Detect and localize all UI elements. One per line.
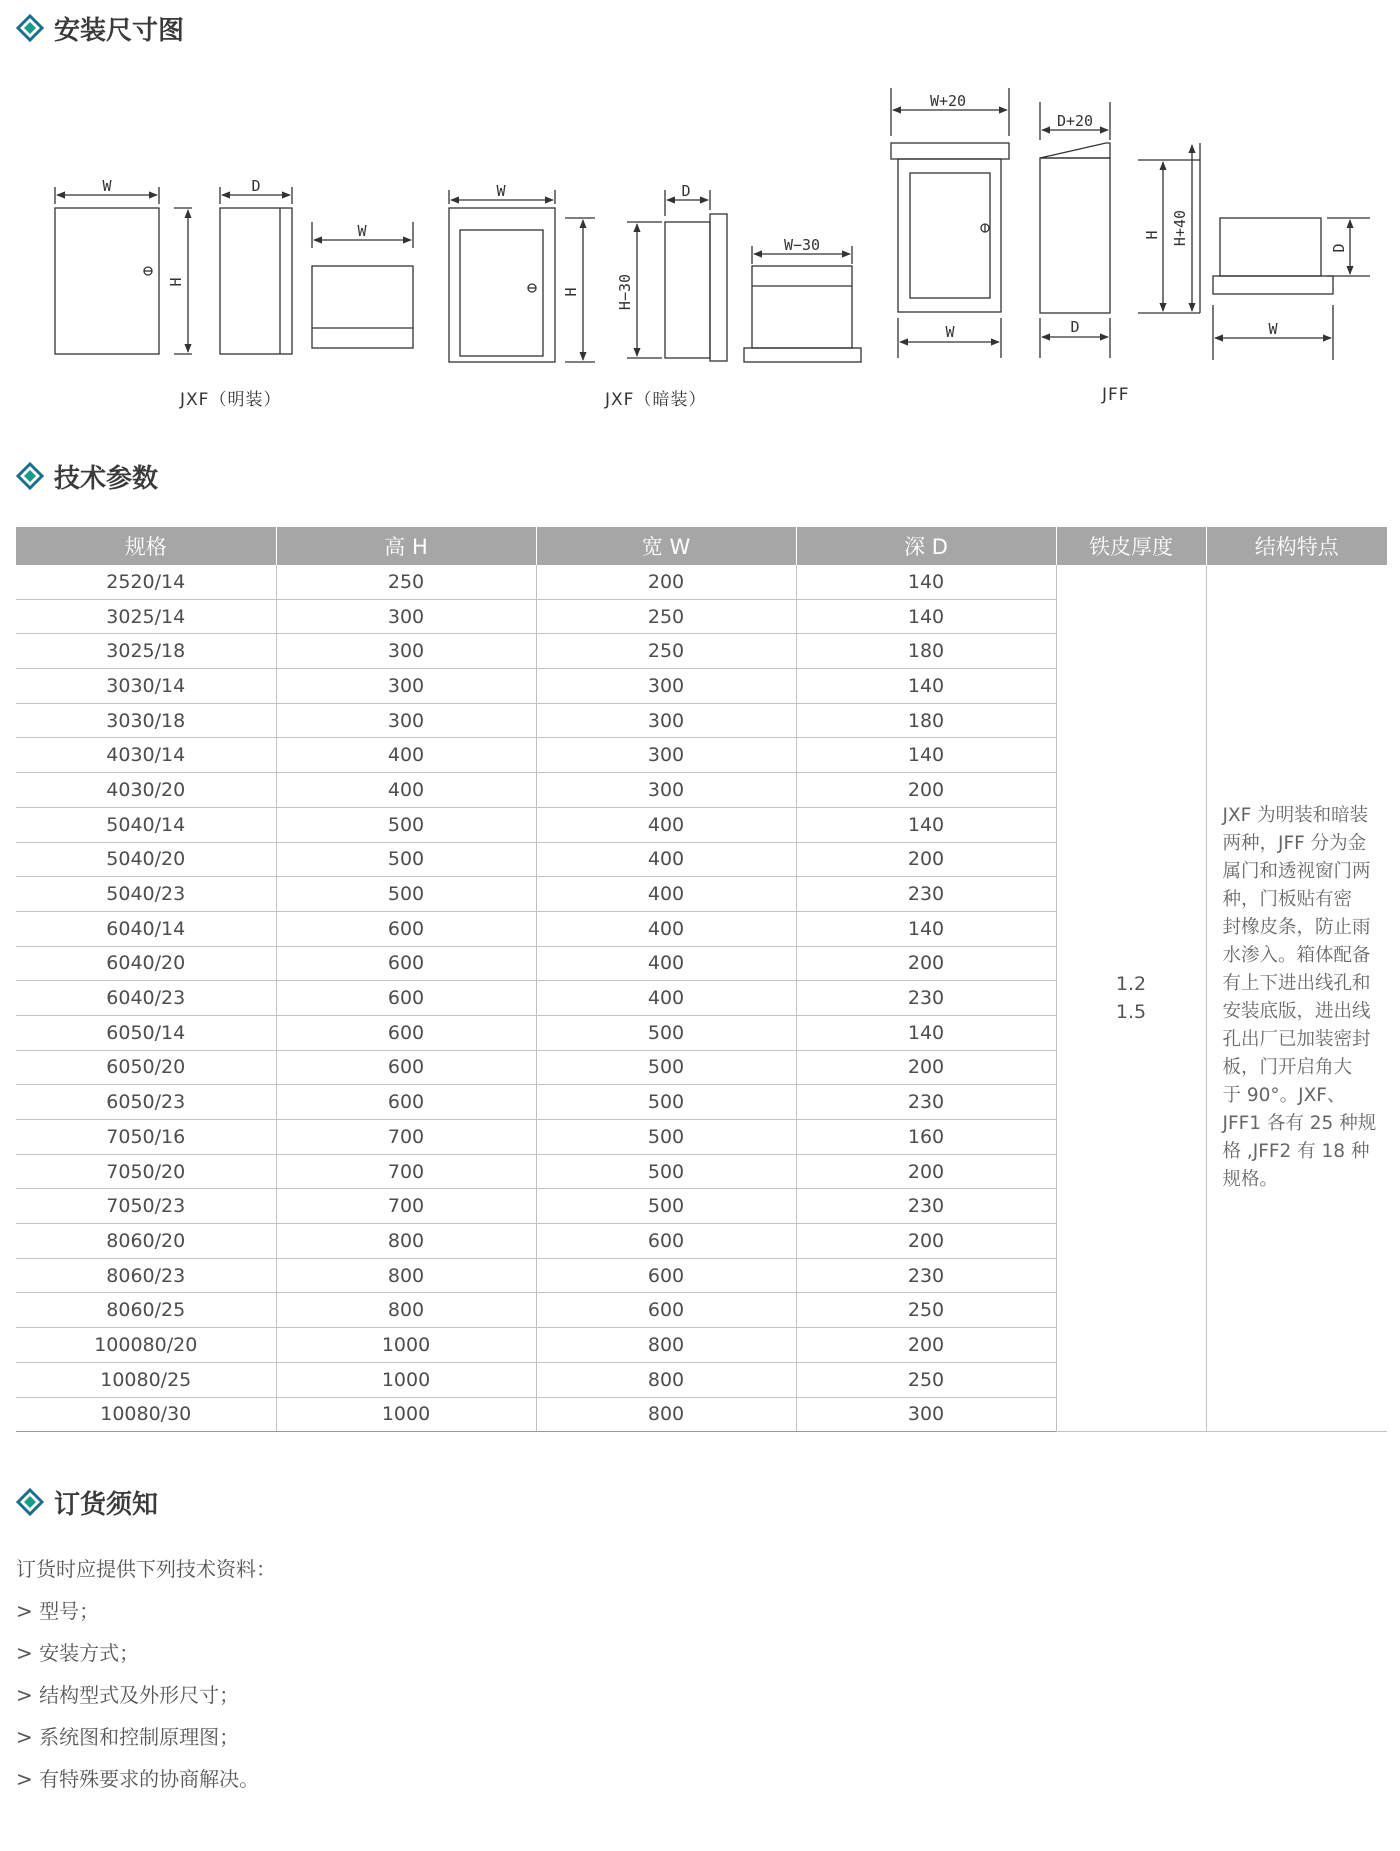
cell-width: 300	[536, 703, 796, 738]
cell-spec: 3025/18	[16, 634, 276, 669]
order-item: > 系统图和控制原理图；	[16, 1725, 240, 1749]
dim-label-w-20: W+20	[929, 92, 967, 110]
cell-depth: 200	[796, 1050, 1056, 1085]
feature-line: JFF1 各有 25 种规	[1222, 1113, 1377, 1135]
cell-depth: 230	[796, 1258, 1056, 1293]
dim-label-w: W	[496, 182, 506, 200]
dim-label-d: D	[1330, 243, 1348, 253]
table-row	[16, 565, 1387, 599]
cell-depth: 200	[796, 1328, 1056, 1363]
cell-width: 400	[536, 946, 796, 981]
cell-depth: 230	[796, 1085, 1056, 1120]
cell-depth: 140	[796, 807, 1056, 842]
cell-height: 500	[276, 842, 536, 877]
jxf-surface-side-view	[220, 187, 292, 354]
cell-width: 400	[536, 981, 796, 1016]
dim-label-d: D	[251, 177, 261, 195]
cell-depth: 230	[796, 981, 1056, 1016]
caption-jxf-surface: JXF（明装）	[180, 390, 282, 410]
cell-width: 200	[536, 565, 796, 599]
cell-height: 1000	[276, 1328, 536, 1363]
dim-label-w: W	[102, 177, 112, 195]
cell-height: 300	[276, 669, 536, 704]
cell-height: 800	[276, 1293, 536, 1328]
spec-table	[16, 527, 1387, 1432]
feature-line: 种，门板贴有密	[1222, 889, 1353, 911]
cell-height: 700	[276, 1154, 536, 1189]
cell-width: 400	[536, 877, 796, 912]
cell-spec: 8060/25	[16, 1293, 276, 1328]
cell-width: 500	[536, 1154, 796, 1189]
cell-depth: 200	[796, 946, 1056, 981]
cell-spec: 3030/14	[16, 669, 276, 704]
cell-width: 500	[536, 1085, 796, 1120]
dim-label-h-30: H−30	[616, 273, 634, 311]
feature-line: 封橡皮条，防止雨	[1222, 917, 1371, 939]
cell-height: 600	[276, 981, 536, 1016]
feature-line: 孔出厂已加装密封	[1222, 1029, 1371, 1051]
cell-depth: 140	[796, 1015, 1056, 1050]
col-header-depth: 深 D	[796, 527, 1056, 565]
section-title-tech: 技术参数	[16, 458, 158, 494]
dim-label-d: D	[1070, 318, 1080, 336]
col-header-thickness: 铁皮厚度	[1056, 527, 1206, 565]
cell-height: 300	[276, 599, 536, 634]
cell-depth: 200	[796, 773, 1056, 808]
cell-height: 700	[276, 1189, 536, 1224]
jff-front-view	[891, 88, 1009, 358]
dim-label-w-30: W−30	[783, 236, 821, 254]
diamond-bullet-icon	[16, 14, 44, 42]
dim-label-h: H	[562, 287, 580, 297]
cell-height: 300	[276, 634, 536, 669]
order-intro: 订货时应提供下列技术资料：	[16, 1557, 276, 1581]
cell-height: 500	[276, 877, 536, 912]
col-header-width: 宽 W	[536, 527, 796, 565]
cell-width: 500	[536, 1050, 796, 1085]
cell-width: 500	[536, 1120, 796, 1155]
col-header-features: 结构特点	[1206, 527, 1387, 565]
order-item: > 型号；	[16, 1599, 100, 1623]
feature-line: 格 ,JFF2 有 18 种	[1222, 1141, 1370, 1163]
cell-depth: 140	[796, 599, 1056, 634]
cell-spec: 10080/30	[16, 1397, 276, 1432]
cell-depth: 180	[796, 703, 1056, 738]
cell-width: 600	[536, 1224, 796, 1259]
cell-spec: 3030/18	[16, 703, 276, 738]
order-item: > 结构型式及外形尺寸；	[16, 1683, 240, 1707]
cell-height: 800	[276, 1258, 536, 1293]
cell-width: 300	[536, 669, 796, 704]
order-item: > 安装方式；	[16, 1641, 140, 1665]
cell-spec: 6050/14	[16, 1015, 276, 1050]
cell-height: 250	[276, 565, 536, 599]
feature-line: 属门和透视窗门两	[1222, 861, 1371, 883]
cell-spec: 4030/14	[16, 738, 276, 773]
cell-spec: 10080/25	[16, 1362, 276, 1397]
jxf-recessed-side-view	[627, 190, 727, 361]
jxf-surface-bottom-view	[312, 222, 413, 348]
section-title-install: 安装尺寸图	[16, 10, 184, 46]
cell-depth: 230	[796, 877, 1056, 912]
cell-depth: 140	[796, 669, 1056, 704]
thickness-value: 1.5	[1115, 1001, 1147, 1024]
feature-line: 安装底版，进出线	[1222, 1001, 1371, 1023]
cell-thickness	[1056, 565, 1206, 1432]
order-item: > 有特殊要求的协商解决。	[16, 1767, 260, 1791]
cell-height: 700	[276, 1120, 536, 1155]
feature-line: JXF 为明装和暗装	[1222, 805, 1369, 827]
cell-height: 500	[276, 807, 536, 842]
cell-spec: 7050/16	[16, 1120, 276, 1155]
cell-spec: 5040/23	[16, 877, 276, 912]
cell-height: 600	[276, 911, 536, 946]
cell-depth: 140	[796, 738, 1056, 773]
feature-line: 水渗入。箱体配备	[1222, 945, 1371, 967]
cell-height: 600	[276, 1085, 536, 1120]
cell-depth: 160	[796, 1120, 1056, 1155]
caption-jxf-recessed: JXF（暗装）	[605, 390, 707, 410]
feature-line: 规格。	[1222, 1169, 1279, 1191]
cell-spec: 6040/23	[16, 981, 276, 1016]
dim-label-w: W	[945, 323, 955, 341]
cell-spec: 8060/20	[16, 1224, 276, 1259]
feature-line: 两种，JFF 分为金	[1222, 833, 1367, 855]
cell-width: 400	[536, 911, 796, 946]
cell-height: 400	[276, 773, 536, 808]
cell-spec: 6050/20	[16, 1050, 276, 1085]
feature-line: 板，门开启角大	[1222, 1057, 1353, 1079]
cell-depth: 200	[796, 1224, 1056, 1259]
cell-depth: 180	[796, 634, 1056, 669]
cell-width: 250	[536, 634, 796, 669]
cell-spec: 6050/23	[16, 1085, 276, 1120]
cell-width: 800	[536, 1328, 796, 1363]
cell-depth: 140	[796, 911, 1056, 946]
cell-spec: 7050/20	[16, 1154, 276, 1189]
cell-depth: 250	[796, 1293, 1056, 1328]
cell-height: 1000	[276, 1362, 536, 1397]
cell-spec: 3025/14	[16, 599, 276, 634]
cell-width: 300	[536, 773, 796, 808]
installation-drawings	[0, 70, 1400, 420]
cell-width: 800	[536, 1397, 796, 1432]
jxf-recessed-bottom-view	[744, 246, 861, 362]
table-header-row	[16, 527, 1387, 565]
cell-depth: 140	[796, 565, 1056, 599]
cell-depth: 300	[796, 1397, 1056, 1432]
cell-spec: 2520/14	[16, 565, 276, 599]
cell-width: 300	[536, 738, 796, 773]
cell-height: 300	[276, 703, 536, 738]
dim-label-h: H	[1143, 230, 1161, 240]
cell-width: 600	[536, 1293, 796, 1328]
cell-width: 400	[536, 807, 796, 842]
cell-height: 400	[276, 738, 536, 773]
cell-spec: 5040/20	[16, 842, 276, 877]
dim-label-d-20: D+20	[1056, 112, 1094, 130]
dim-label-h: H	[167, 277, 185, 287]
cell-depth: 230	[796, 1189, 1056, 1224]
cell-spec: 5040/14	[16, 807, 276, 842]
order-notes	[16, 1548, 276, 1800]
col-header-height: 高 H	[276, 527, 536, 565]
jxf-recessed-front-view	[449, 190, 595, 362]
cell-width: 600	[536, 1258, 796, 1293]
dim-label-h-40: H+40	[1171, 209, 1189, 247]
cell-depth: 200	[796, 1154, 1056, 1189]
caption-jff: JFF	[1102, 385, 1130, 405]
cell-depth: 200	[796, 842, 1056, 877]
cell-spec: 7050/23	[16, 1189, 276, 1224]
thickness-value: 1.2	[1115, 973, 1147, 996]
jff-bottom-view	[1213, 218, 1370, 360]
dim-label-w: W	[1268, 320, 1278, 338]
cell-spec: 100080/20	[16, 1328, 276, 1363]
cell-height: 600	[276, 1050, 536, 1085]
cell-width: 800	[536, 1362, 796, 1397]
jxf-surface-front-view	[55, 187, 192, 354]
diamond-bullet-icon	[16, 1488, 44, 1516]
feature-line: 有上下进出线孔和	[1222, 973, 1371, 995]
col-header-spec: 规格	[16, 527, 276, 565]
cell-spec: 6040/20	[16, 946, 276, 981]
cell-spec: 4030/20	[16, 773, 276, 808]
section-title-order: 订货须知	[16, 1484, 158, 1520]
cell-spec: 8060/23	[16, 1258, 276, 1293]
dim-label-d: D	[681, 182, 691, 200]
cell-height: 600	[276, 1015, 536, 1050]
feature-line: 于 90°。JXF、	[1222, 1085, 1346, 1107]
dim-label-w: W	[357, 222, 367, 240]
cell-height: 800	[276, 1224, 536, 1259]
cell-features	[1206, 565, 1387, 1432]
cell-height: 600	[276, 946, 536, 981]
cell-width: 500	[536, 1189, 796, 1224]
cell-width: 250	[536, 599, 796, 634]
cell-spec: 6040/14	[16, 911, 276, 946]
diamond-bullet-icon	[16, 462, 44, 490]
cell-height: 1000	[276, 1397, 536, 1432]
cell-width: 500	[536, 1015, 796, 1050]
cell-width: 400	[536, 842, 796, 877]
cell-depth: 250	[796, 1362, 1056, 1397]
